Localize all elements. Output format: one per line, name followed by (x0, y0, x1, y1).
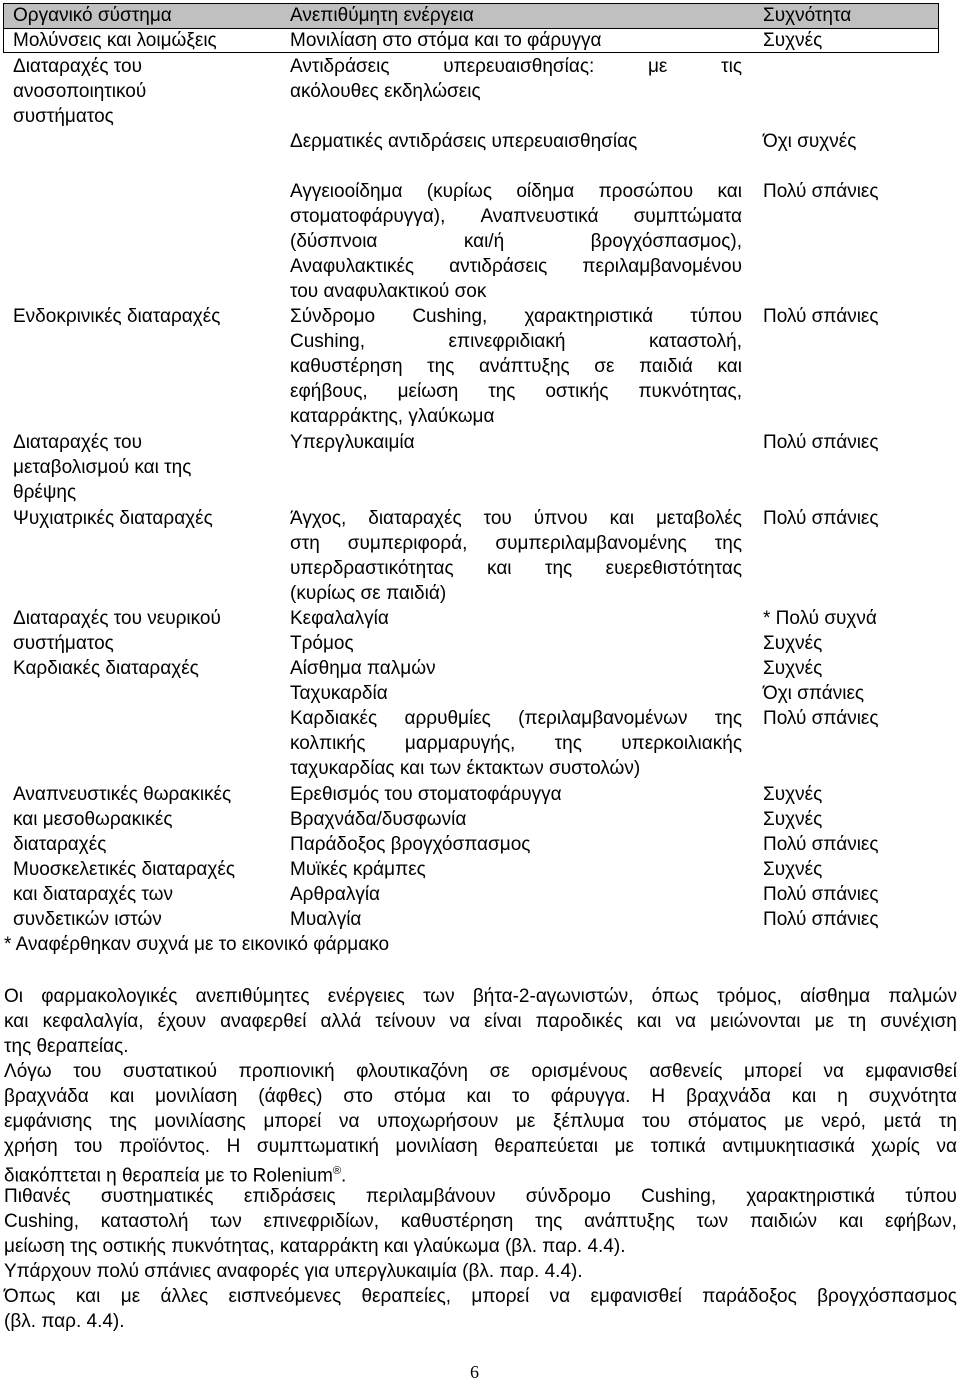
header-adverse-effect: Ανεπιθύμητη ενέργεια (290, 5, 474, 26)
adverse-effect-cell: Δερματικές αντιδράσεις υπερευαισθησίας (290, 131, 638, 152)
organ-system-cell: συστήματος (13, 106, 114, 127)
frequency-cell: * Πολύ συχνά (763, 608, 877, 629)
organ-system-cell: Ψυχιατρικές διαταραχές (13, 508, 213, 529)
organ-system-cell: θρέψης (13, 482, 77, 503)
frequency-cell: Συχνές (763, 658, 823, 679)
paragraph-line: Πιθανές συστηματικές επιδράσεις περιλαμβάνουν σύνδρομο Cushing, χαρακτηριστικά τύπου (4, 1186, 957, 1207)
paragraph-line: της θεραπείας. (4, 1036, 129, 1057)
organ-system-cell: Μολύνσεις και λοιμώξεις (13, 30, 217, 51)
adverse-effect-cell: κολπικής μαρμαρυγής, της υπερκοιλιακής (290, 733, 742, 754)
frequency-cell: Πολύ σπάνιες (763, 708, 879, 729)
adverse-effect-cell: του αναφυλακτικού σοκ (290, 281, 487, 302)
adverse-effect-cell: Μυαλγία (290, 909, 362, 930)
frequency-cell: Συχνές (763, 809, 823, 830)
paragraph-line: διακόπτεται η θεραπεία με το Rolenium®. (4, 1165, 347, 1187)
adverse-effect-cell: Ερεθισμός του στοματοφάρυγγα (290, 784, 562, 805)
adverse-effect-cell: Αγγειοοίδημα (κυρίως οίδημα προσώπου και (290, 181, 742, 202)
adverse-effect-cell: Βραχνάδα/δυσφωνία (290, 809, 467, 830)
organ-system-cell: συστήματος (13, 633, 114, 654)
paragraph-line: χρήση του προϊόντος. Η συμπτωματική μονιλίαση θεραπεύεται με τοπικά αντιμυκητιασικά χωρίς να (4, 1136, 957, 1157)
adverse-effect-cell: ταχυκαρδίας και των έκτακτων συστολών) (290, 758, 641, 779)
frequency-cell: Πολύ σπάνιες (763, 432, 879, 453)
frequency-cell: Συχνές (763, 633, 823, 654)
adverse-effect-cell: Αντιδράσεις υπερευαισθησίας: με τις (290, 56, 742, 77)
frequency-cell: Συχνές (763, 859, 823, 880)
organ-system-cell: Καρδιακές διαταραχές (13, 658, 199, 679)
paragraph-line: Υπάρχουν πολύ σπάνιες αναφορές για υπεργλυκαιμία (βλ. παρ. 4.4). (4, 1261, 583, 1282)
paragraph-line: και κεφαλαλγία, έχουν αναφερθεί αλλά τείνουν να είναι παροδικές και να μειώνονται με τη συνέχιση (4, 1011, 957, 1032)
adverse-effect-cell: (δύσπνοια και/ή βρογχόσπασμος), (290, 231, 742, 252)
frequency-cell: Όχι σπάνιες (763, 683, 865, 704)
adverse-effect-cell: εφήβους, μείωση της οστικής πυκνότητας, (290, 381, 742, 402)
adverse-effect-cell: Αίσθημα παλμών (290, 658, 436, 679)
trademark-symbol: ® (332, 1165, 342, 1177)
adverse-effect-cell: υπερδραστικότητας και της ευερεθιστότητας (290, 558, 742, 579)
header-organ-system: Οργανικό σύστημα (13, 5, 172, 26)
organ-system-cell: Μυοσκελετικές διαταραχές (13, 859, 235, 880)
organ-system-cell: Διαταραχές του νευρικού (13, 608, 221, 629)
frequency-cell: Πολύ σπάνιες (763, 508, 879, 529)
frequency-cell: Συχνές (763, 784, 823, 805)
adverse-effect-cell: Αρθραλγία (290, 884, 381, 905)
organ-system-cell: Αναπνευστικές θωρακικές (13, 784, 232, 805)
adverse-effect-cell: Μονιλίαση στο στόμα και το φάρυγγα (290, 30, 602, 51)
paragraph-line: βραχνάδα και μονιλίαση (άφθες) στο στόμα και το φάρυγγα. Η βραχνάδα και η συχνότητα (4, 1086, 957, 1107)
adverse-effect-cell: Καρδιακές αρρυθμίες (περιλαμβανομένων της (290, 708, 742, 729)
organ-system-cell: συνδετικών ιστών (13, 909, 162, 930)
frequency-cell: Όχι συχνές (763, 131, 857, 152)
adverse-effect-cell: Τρόμος (290, 633, 354, 654)
frequency-cell: Πολύ σπάνιες (763, 909, 879, 930)
adverse-effect-cell: Άγχος, διαταραχές του ύπνου και μεταβολές (290, 508, 742, 529)
adverse-effect-cell: Μυϊκές κράμπες (290, 859, 426, 880)
organ-system-cell: διαταραχές (13, 834, 107, 855)
table-footnote: * Αναφέρθηκαν συχνά με το εικονικό φάρμακο (4, 934, 390, 955)
organ-system-cell: ανοσοποιητικού (13, 81, 147, 102)
adverse-effect-cell: Cushing, επινεφριδιακή καταστολή, (290, 331, 742, 352)
frequency-cell: Συχνές (763, 30, 823, 51)
adverse-effect-cell: Παράδοξος βρογχόσπασμος (290, 834, 531, 855)
organ-system-cell: Ενδοκρινικές διαταραχές (13, 306, 221, 327)
adverse-effect-cell: ακόλουθες εκδηλώσεις (290, 81, 481, 102)
adverse-effect-cell: στοματοφάρυγγα), Αναπνευστικά συμπτώματα (290, 206, 742, 227)
frequency-cell: Πολύ σπάνιες (763, 884, 879, 905)
paragraph-line: μείωση της οστικής πυκνότητας, καταρράκτη και γλαύκωμα (βλ. παρ. 4.4). (4, 1236, 626, 1257)
paragraph-line: (βλ. παρ. 4.4). (4, 1311, 125, 1332)
adverse-effect-cell: καταρράκτης, γλαύκωμα (290, 406, 495, 427)
page-number: 6 (470, 1362, 479, 1382)
organ-system-cell: Διαταραχές του (13, 56, 142, 77)
organ-system-cell: μεταβολισμού και της (13, 457, 192, 478)
organ-system-cell: Διαταραχές του (13, 432, 142, 453)
organ-system-cell: και διαταραχές των (13, 884, 173, 905)
paragraph-line: Οι φαρμακολογικές ανεπιθύμητες ενέργειες των βήτα-2-αγωνιστών, όπως τρόμος, αίσθημα παλμών (4, 986, 957, 1007)
paragraph-line: Όπως και με άλλες εισπνεόμενες θεραπείες, μπορεί να εμφανισθεί παράδοξος βρογχόσπασμος (4, 1286, 957, 1307)
adverse-effect-cell: (κυρίως σε παιδιά) (290, 583, 447, 604)
paragraph-line: Cushing, καταστολή των επινεφριδίων, καθυστέρηση της ανάπτυξης των παιδιών και εφήβων, (4, 1211, 957, 1232)
adverse-effect-cell: καθυστέρηση της ανάπτυξης σε παιδιά και (290, 356, 742, 377)
adverse-effect-cell: Αναφυλακτικές αντιδράσεις περιλαμβανομένου (290, 256, 742, 277)
adverse-effect-cell: Ταχυκαρδία (290, 683, 388, 704)
frequency-cell: Πολύ σπάνιες (763, 834, 879, 855)
frequency-cell: Πολύ σπάνιες (763, 181, 879, 202)
adverse-effect-cell: Υπεργλυκαιμία (290, 432, 415, 453)
adverse-effect-cell: στη συμπεριφορά, συμπεριλαμβανομένης της (290, 533, 742, 554)
paragraph-line: εμφάνισης της μονιλίασης μπορεί να υποχωρήσουν με ξέπλυμα του στόματος με νερό, μετά τη (4, 1111, 957, 1132)
header-frequency: Συχνότητα (763, 5, 852, 26)
adverse-effect-cell: Σύνδρομο Cushing, χαρακτηριστικά τύπου (290, 306, 742, 327)
frequency-cell: Πολύ σπάνιες (763, 306, 879, 327)
adverse-effect-cell: Κεφαλαλγία (290, 608, 389, 629)
paragraph-line: Λόγω του συστατικού προπιονική φλουτικαζόνη σε ορισμένους ασθενείς μπορεί να εμφανισθεί (4, 1061, 957, 1082)
organ-system-cell: και μεσοθωρακικές (13, 809, 173, 830)
